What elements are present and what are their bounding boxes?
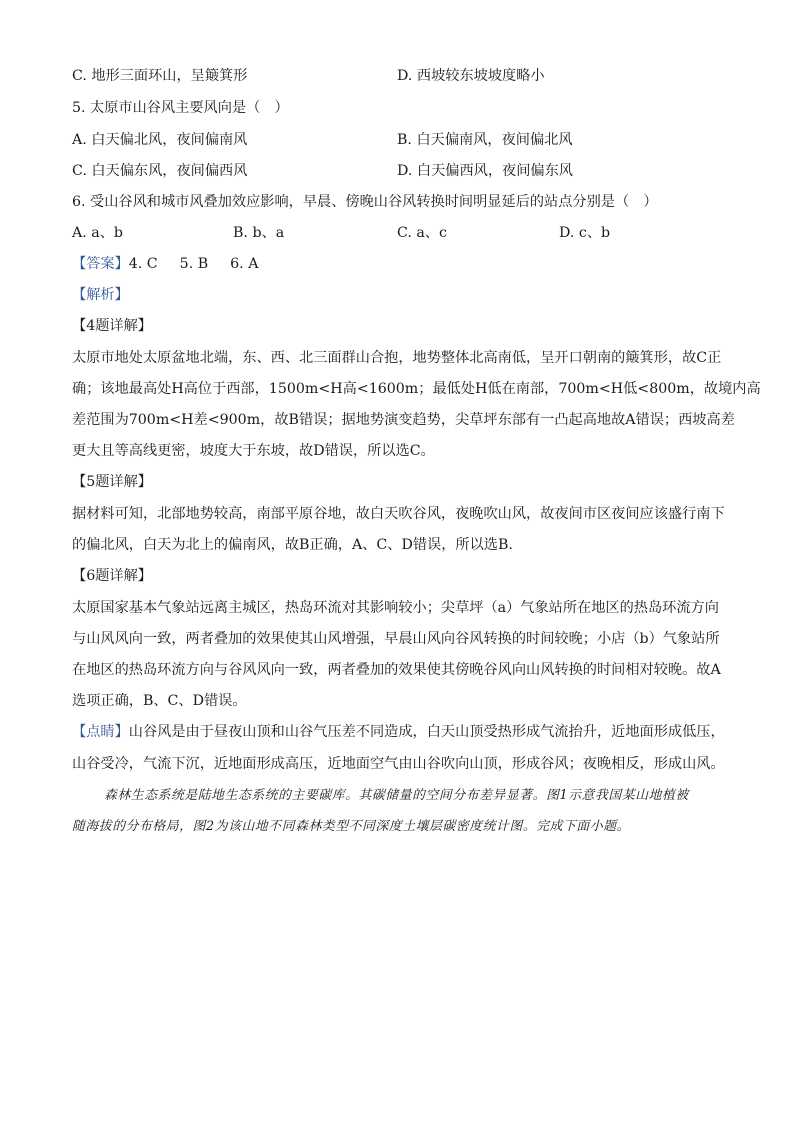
analysis-label: 【解析】 [72,287,129,303]
q6-option-d: D. c、b [559,225,611,241]
detail5-line: 据材料可知，北部地势较高，南部平原谷地，故白天吹谷风，夜晚吹山风，故夜间市区夜间应该盛行南下 [72,506,725,522]
q6-option-a: A. a、b [72,225,123,241]
answer-values [129,256,281,272]
q6-option-b: B. b、a [233,225,285,241]
answer-item: 4. C [128,256,158,272]
detail4-line: 太原市地处太原盆地北端，东、西、北三面群山合抱，地势整体北高南低，呈开口朝南的簸箕形，故C正 [72,350,722,366]
detail4-title: 【4题详解】 [72,318,152,334]
q5-option-c: C. 白天偏东风，夜间偏西风 [72,163,248,179]
tip-label: 【点睛】 [72,724,129,740]
tip-line-1 [72,722,725,742]
detail6-title: 【6题详解】 [72,568,152,584]
detail5-line: 的偏北风，白天为北上的偏南风，故B正确，A、C、D错误，所以选B. [72,537,513,553]
detail6-line: 在地区的热岛环流方向与谷风风向一致，两者叠加的效果使其傍晚谷风向山风转换的时间相对较晚。故A [72,662,721,678]
q6-option-c: C. a、c [397,225,447,241]
q5-option-b: B. 白天偏南风，夜间偏北风 [397,132,573,148]
detail6-line: 太原国家基本气象站远离主城区，热岛环流对其影响较小；尖草坪（a）气象站所在地区的热岛环流方向 [72,600,719,616]
answer-item: 6. A [230,256,259,272]
detail4-line: 差范围为700m<H差<900m，故B错误；据地势演变趋势，尖草坪东部有一凸起高地故A错误；西坡高差 [72,412,735,428]
tip-text: 山谷风是由于昼夜山顶和山谷气压差不同造成，白天山顶受热形成气流抬升，近地面形成低压， [128,724,725,740]
material-line-1: 森林生态系统是陆地生态系统的主要碳库。其碳储量的空间分布差异显著。图1示意我国某山地植被 [104,788,689,803]
q5-option-a: A. 白天偏北风，夜间偏南风 [72,132,248,148]
detail5-title: 【5题详解】 [72,474,152,490]
material-line-2: 随海拔的分布格局，图2为该山地不同森林类型不同深度土壤层碳密度统计图。完成下面小题。 [72,819,631,834]
detail6-line: 与山风风向一致，两者叠加的效果使其山风增强，早晨山风向谷风转换的时间较晚；小店（b）气象站所 [72,631,720,647]
q4-option-c: C. 地形三面环山，呈簸箕形 [72,68,248,84]
q6-stem: 6. 受山谷风和城市风叠加效应影响，早晨、傍晚山谷风转换时间明显延后的站点分别是（ ） [72,194,658,210]
q5-option-d: D. 白天偏西风，夜间偏东风 [397,163,573,179]
answer-item: 5. B [179,256,209,272]
detail4-line: 确；该地最高处H高位于西部，1500m<H高<1600m；最低处H低在南部，700m<H低<800m，故境内高 [72,381,761,397]
detail6-line: 选项正确，B、C、D错误。 [72,693,247,709]
tip-line-2: 山谷受冷，气流下沉，近地面形成高压，近地面空气由山谷吹向山顶，形成谷风；夜晚相反，形成山风。 [72,756,725,772]
q5-stem: 5. 太原市山谷风主要风向是（ ） [72,100,289,116]
detail4-line: 更大且等高线更密，坡度大于东坡，故D错误，所以选C。 [72,443,435,459]
answer-label: 【答案】 [72,256,129,272]
q4-option-d: D. 西坡较东坡坡度略小 [397,68,545,84]
answer-line [72,254,280,274]
